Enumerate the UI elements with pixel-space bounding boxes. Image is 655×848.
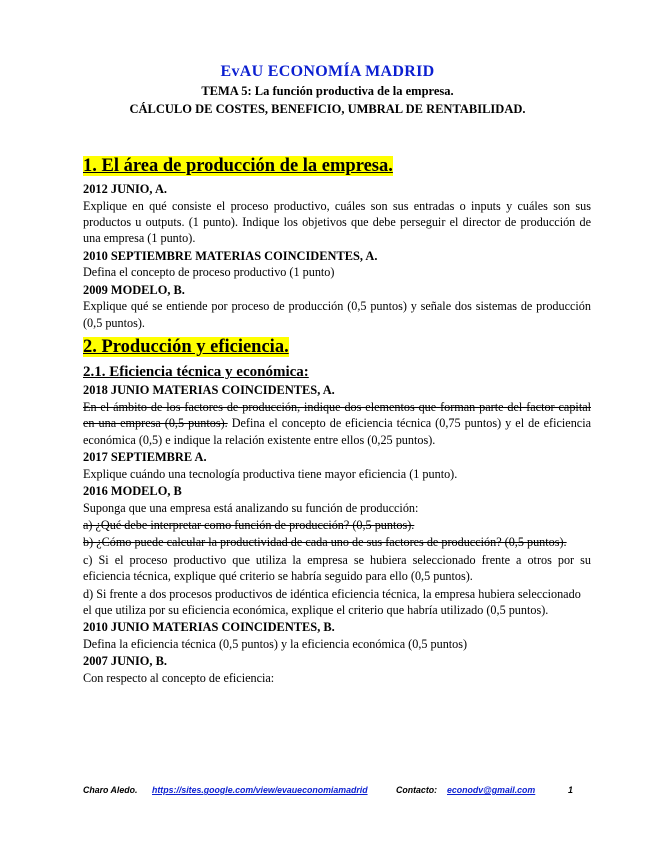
page-footer bbox=[0, 785, 655, 801]
question-c: c) Si el proceso productivo que utiliza la empresa se hubiera seleccionado frente a otros por su eficiencia técnica, explique qué criterio se habría seguido para ello (0,5 puntos). bbox=[83, 552, 591, 584]
question-text: Con respecto al concepto de eficiencia: bbox=[83, 671, 275, 686]
page-number: 1 bbox=[568, 785, 573, 795]
topic-title: TEMA 5: La función productiva de la empresa. bbox=[201, 84, 454, 98]
question-text: Suponga que una empresa está analizando su función de producción: bbox=[83, 500, 419, 515]
exam-label: 2017 SEPTIEMBRE A. bbox=[83, 450, 207, 465]
question-text: Explique en qué consiste el proceso productivo, cuáles son sus entradas o inputs y cuáles son sus productos u outputs. (1 punto). Indique los objetivos que debe perseguir el director de producción de una empresa (1 punto). bbox=[83, 198, 591, 246]
footer-author: Charo Aledo. bbox=[83, 785, 138, 795]
question-d: d) Si frente a dos procesos productivos de idéntica eficiencia técnica, la empresa hubiera seleccionado el que utiliza por su eficiencia económica, explique el criterio que habría utilizado (0,5 puntos). bbox=[83, 586, 581, 618]
exam-label: 2012 JUNIO, A. bbox=[83, 182, 167, 196]
section-2-heading: 2. Producción y eficiencia. bbox=[83, 337, 289, 358]
exam-label: 2010 JUNIO MATERIAS COINCIDENTES, B. bbox=[83, 620, 335, 635]
footer-website-link[interactable]: https://sites.google.com/view/evaueconomiamadrid bbox=[152, 785, 368, 795]
question-text: Defina la eficiencia técnica (0,5 puntos) y la eficiencia económica (0,5 puntos) bbox=[83, 637, 468, 652]
document-body bbox=[83, 150, 591, 687]
struck-question-a: a) ¿Qué debe interpretar como función de producción? (0,5 puntos). bbox=[83, 518, 415, 533]
question-text: Explique cuándo una tecnología productiva tiene mayor eficiencia (1 punto). bbox=[83, 466, 458, 481]
exam-label: 2009 MODELO, B. bbox=[83, 282, 185, 297]
footer-contact-label: Contacto: bbox=[396, 785, 438, 795]
question-text: Explique qué se entiende por proceso de producción (0,5 puntos) y señale dos sistemas de producción (0,5 puntos). bbox=[83, 299, 591, 330]
question-text: En el ámbito de los factores de producción, indique dos elementos que forman parte del factor capital en una empresa (0,5 puntos). Defina el concepto de eficiencia técnica (0,75 puntos) y el de eficiencia económica (0,5) e indique la relación existente entre ellos (0,25 puntos). bbox=[83, 399, 591, 447]
exam-label: 2010 SEPTIEMBRE MATERIAS COINCIDENTES, A. bbox=[83, 248, 378, 263]
subsection-2-1-heading: 2.1. Eficiencia técnica y económica: bbox=[83, 364, 309, 381]
question-text: Defina el concepto de proceso productivo (1 punto) bbox=[83, 265, 335, 280]
exam-label: 2007 JUNIO, B. bbox=[83, 654, 167, 669]
struck-question-b: b) ¿Cómo puede calcular la productividad de cada uno de sus factores de producción? (0,5 puntos). bbox=[83, 535, 567, 550]
footer-email-link[interactable]: econodv@gmail.com bbox=[447, 785, 536, 795]
document-title: EvAU ECONOMÍA MADRID bbox=[220, 63, 435, 80]
exam-label: 2018 JUNIO MATERIAS COINCIDENTES, A. bbox=[83, 383, 335, 398]
section-1-heading: 1. El área de producción de la empresa. bbox=[83, 156, 393, 176]
topic-subtitle: CÁLCULO DE COSTES, BENEFICIO, UMBRAL DE RENTABILIDAD. bbox=[129, 102, 526, 116]
exam-label: 2016 MODELO, B bbox=[83, 484, 182, 499]
struck-text: En el ámbito de los factores de producción, indique dos elementos que forman parte del factor capital en una empresa (0,5 puntos). bbox=[83, 399, 591, 431]
